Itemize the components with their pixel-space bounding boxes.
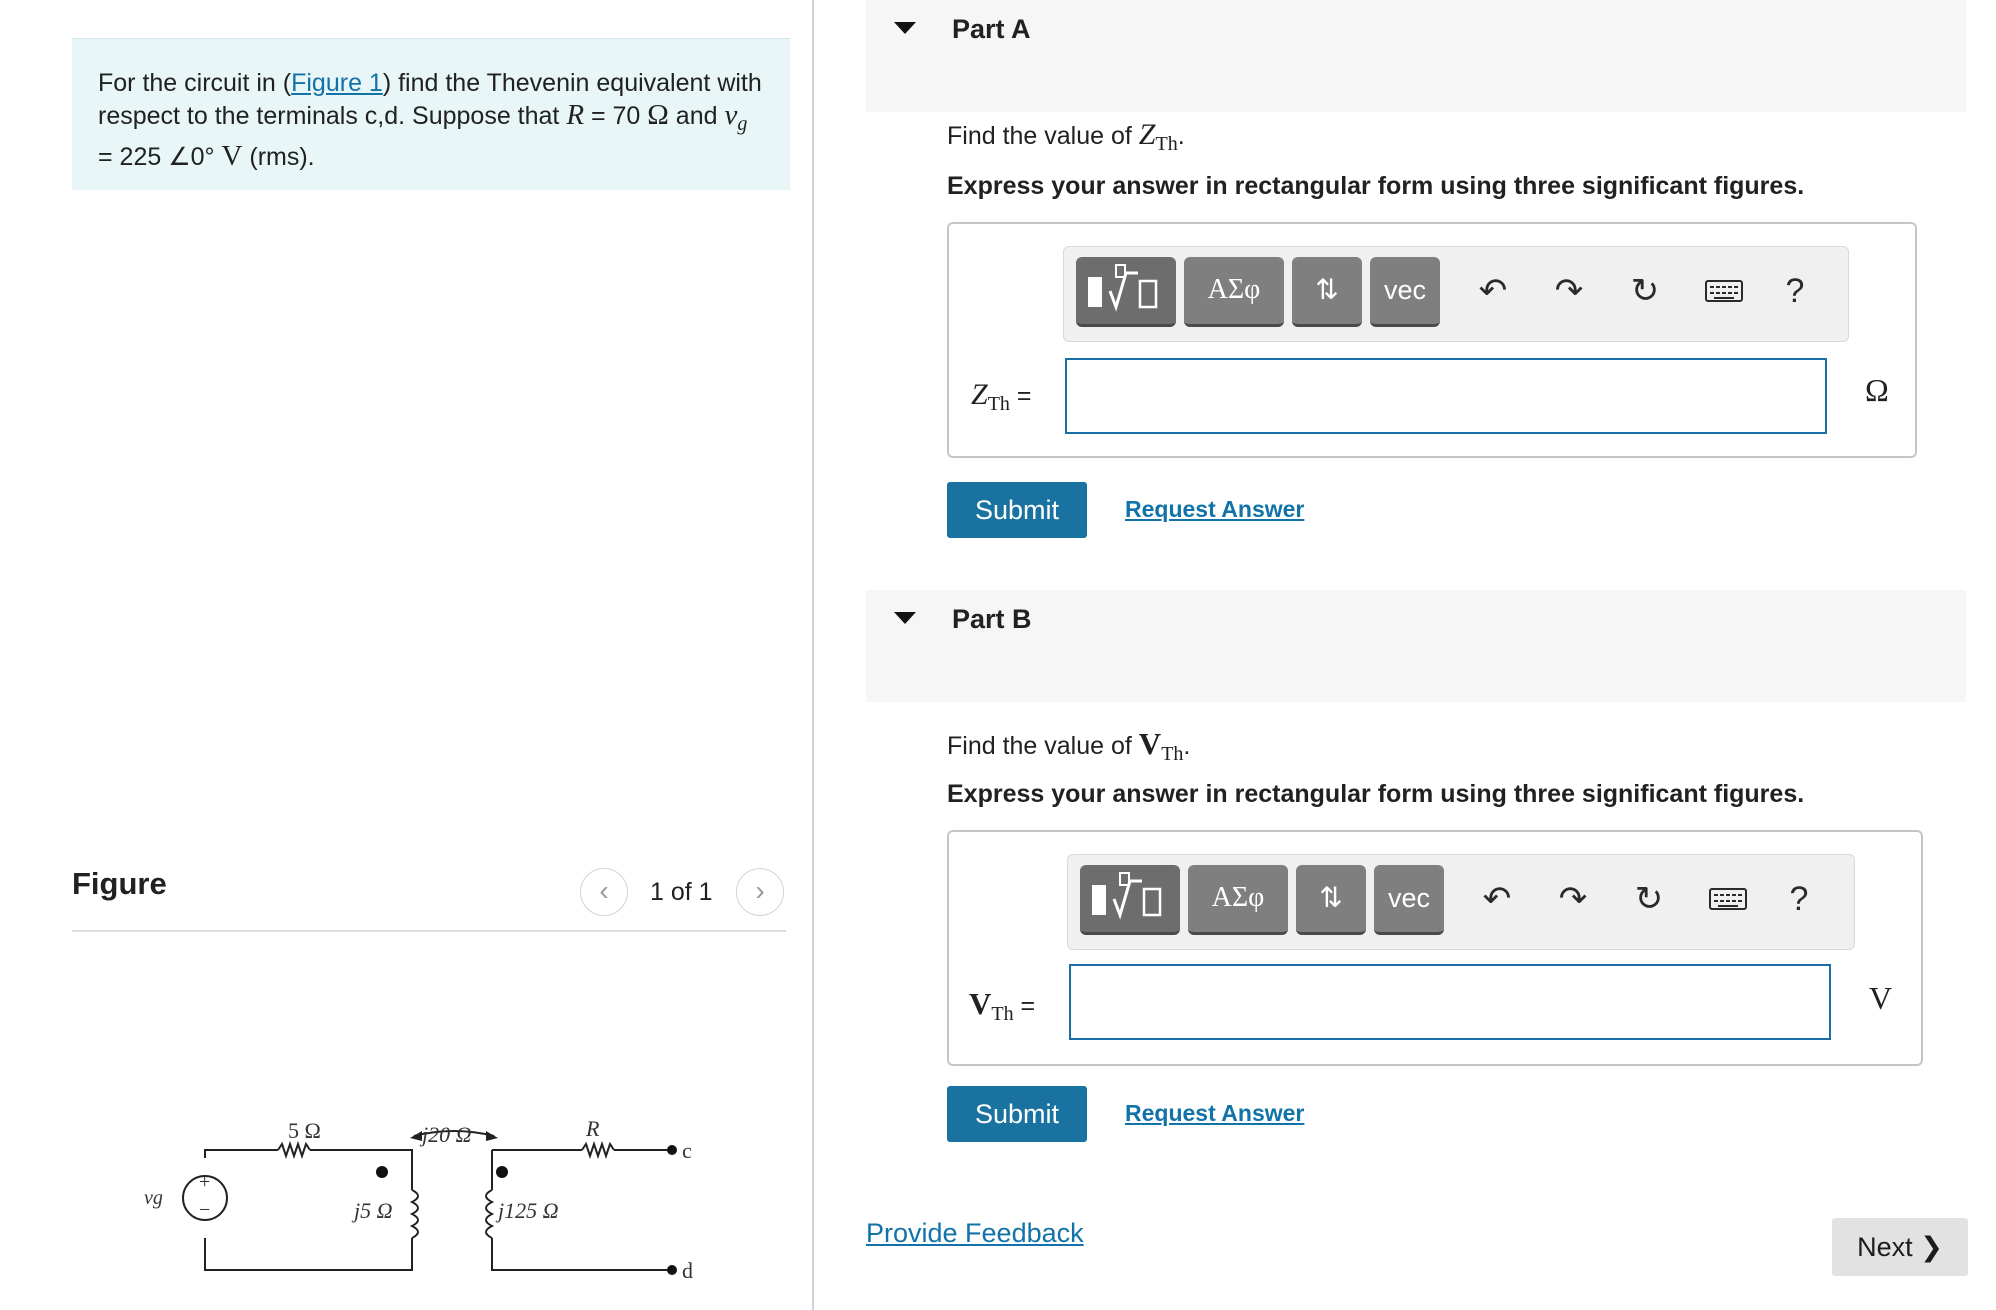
- vg-symbol: v: [724, 99, 738, 131]
- label-r: R: [586, 1116, 600, 1141]
- label-j5: j5 Ω: [354, 1198, 393, 1223]
- redo-icon[interactable]: ↷: [1554, 272, 1584, 310]
- arrows-button[interactable]: ⇅: [1296, 865, 1366, 935]
- label-j125: j125 Ω: [498, 1198, 559, 1223]
- problem-text: ) find the Thevenin equivalent with respect to the terminals c,d. Suppose that: [98, 69, 762, 130]
- label-r1: 5 Ω: [288, 1118, 321, 1143]
- part-b-question: Find the value of $V_{Th}$.: [947, 726, 1191, 765]
- vector-button[interactable]: vec: [1374, 865, 1444, 935]
- r-symbol: R: [566, 99, 585, 131]
- vector-button[interactable]: vec: [1370, 257, 1440, 327]
- figure-divider: [72, 930, 786, 932]
- figure-link[interactable]: Figure 1: [291, 69, 383, 97]
- label-d: d: [682, 1258, 693, 1283]
- greek-symbols-button[interactable]: ΑΣφ: [1188, 865, 1288, 935]
- provide-feedback-link[interactable]: Provide Feedback: [866, 1218, 1084, 1248]
- inductor-j125: [486, 1190, 492, 1238]
- reset-icon[interactable]: ↻: [1634, 880, 1664, 918]
- part-a-question: Find the value of $Z_{Th}$.: [947, 118, 1185, 155]
- label-plus: +: [199, 1171, 211, 1193]
- inductor-j5: [412, 1190, 418, 1238]
- part-b-answer-input[interactable]: [1069, 964, 1831, 1040]
- r-value: = 70: [584, 102, 648, 130]
- templates-button[interactable]: [1080, 865, 1180, 935]
- problem-text: For the circuit in (: [98, 69, 292, 97]
- figure-title: Figure: [72, 866, 167, 901]
- undo-icon[interactable]: ↶: [1482, 880, 1512, 918]
- circuit-diagram[interactable]: [130, 1100, 750, 1310]
- part-a-variable-label: $Z_{Th}$ =: [971, 378, 1032, 415]
- templates-button[interactable]: [1076, 257, 1176, 327]
- collapse-triangle-icon[interactable]: [894, 22, 916, 34]
- part-b-instructions: Express your answer in rectangular form using three significant figures.: [947, 780, 1805, 808]
- dot-marker: [376, 1166, 388, 1178]
- part-a-header[interactable]: [866, 0, 1966, 112]
- part-b-unit: V: [1869, 980, 1893, 1016]
- part-a-label: Part A: [952, 14, 1031, 44]
- figure-counter: 1 of 1: [650, 878, 713, 906]
- part-a-submit-button[interactable]: Submit: [947, 482, 1087, 538]
- part-a-answer-input[interactable]: [1065, 358, 1827, 434]
- terminal-c: [667, 1145, 677, 1155]
- part-b-label: Part B: [952, 604, 1032, 634]
- part-b-submit-button[interactable]: Submit: [947, 1086, 1087, 1142]
- label-j20: j20 Ω: [422, 1122, 472, 1147]
- templates-icon: [1080, 865, 1180, 929]
- problem-statement: [72, 38, 790, 190]
- reset-icon[interactable]: ↻: [1630, 272, 1660, 310]
- figure-next-button[interactable]: ›: [736, 868, 784, 916]
- label-vg: vg: [144, 1187, 163, 1209]
- pane-divider: [812, 0, 814, 1310]
- arrows-button[interactable]: ⇅: [1292, 257, 1362, 327]
- dot-marker: [496, 1166, 508, 1178]
- left-pane: [0, 0, 812, 1310]
- part-b-answer-box: [947, 830, 1923, 1066]
- keyboard-icon[interactable]: [1696, 263, 1752, 319]
- volt-symbol: V: [221, 140, 243, 172]
- resistor-5-ohm: [278, 1144, 310, 1156]
- help-button[interactable]: ?: [1785, 272, 1805, 310]
- math-toolbar: [1063, 246, 1849, 342]
- part-a-answer-box: [947, 222, 1917, 458]
- help-button[interactable]: ?: [1789, 880, 1809, 918]
- part-a-instructions: Express your answer in rectangular form using three significant figures.: [947, 172, 1805, 200]
- greek-symbols-button[interactable]: ΑΣφ: [1184, 257, 1284, 327]
- ohm-symbol: Ω: [647, 99, 669, 131]
- vg-value: = 225 ∠0°: [98, 143, 222, 171]
- label-c: c: [682, 1138, 692, 1163]
- templates-icon: [1076, 257, 1176, 321]
- collapse-triangle-icon[interactable]: [894, 612, 916, 624]
- next-button[interactable]: Next ❯: [1832, 1218, 1968, 1276]
- part-a-unit: Ω: [1865, 372, 1889, 408]
- part-b-header[interactable]: [866, 590, 1966, 702]
- undo-icon[interactable]: ↶: [1478, 272, 1508, 310]
- vg-subscript: g: [737, 113, 748, 135]
- chevron-right-icon: ❯: [1920, 1232, 1943, 1262]
- problem-text: and: [668, 102, 725, 130]
- part-b-request-answer-link[interactable]: Request Answer: [1125, 1100, 1305, 1126]
- terminal-d: [667, 1265, 677, 1275]
- part-a-request-answer-link[interactable]: Request Answer: [1125, 496, 1305, 522]
- problem-text: (rms).: [242, 143, 315, 171]
- math-toolbar: [1067, 854, 1855, 950]
- figure-prev-button[interactable]: ‹: [580, 868, 628, 916]
- resistor-r: [582, 1144, 614, 1156]
- part-b-variable-label: $V_{Th}$ =: [969, 986, 1036, 1025]
- label-minus: −: [199, 1199, 211, 1221]
- keyboard-icon[interactable]: [1700, 871, 1756, 927]
- redo-icon[interactable]: ↷: [1558, 880, 1588, 918]
